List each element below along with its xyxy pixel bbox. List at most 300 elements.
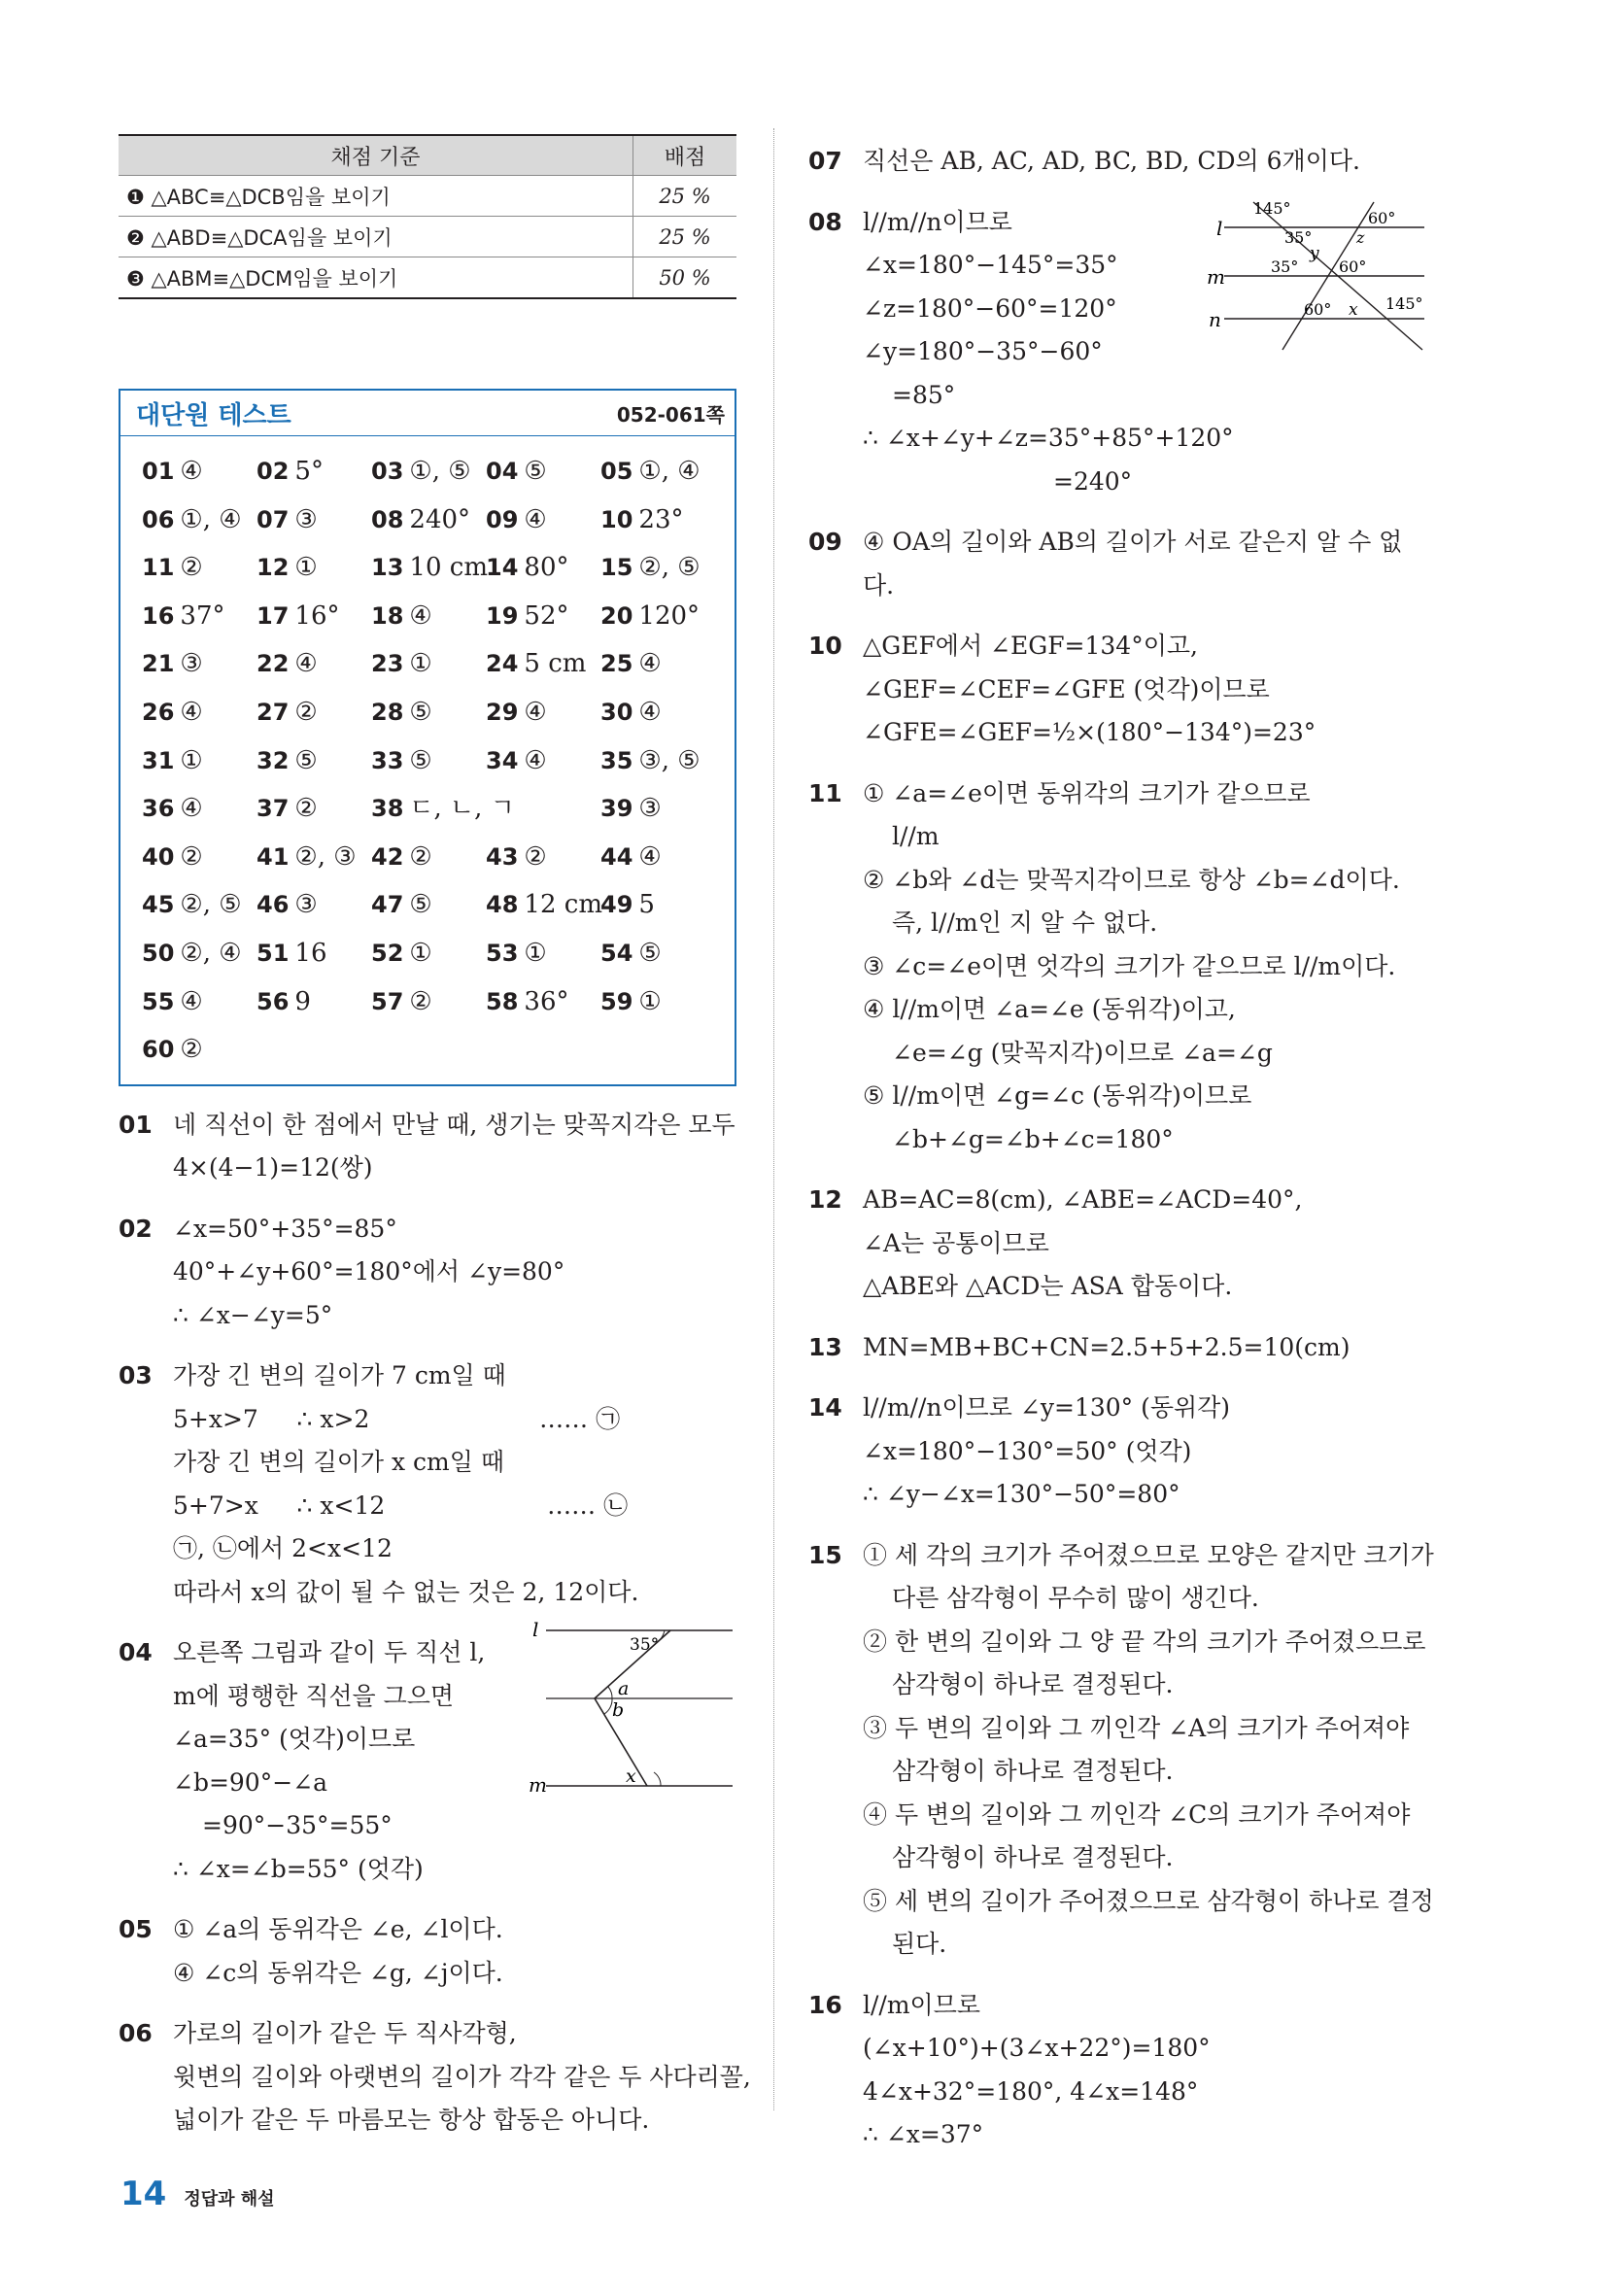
answer-number: 47 xyxy=(371,891,404,919)
answer-number: 17 xyxy=(256,601,290,630)
solution-line: ∠e=∠g (맞꼭지각)이므로 ∠a=∠g xyxy=(892,1038,1273,1067)
answer-cell xyxy=(256,881,371,930)
solution-line: 윗변의 길이와 아랫변의 길이가 각각 같은 두 사다리꼴, xyxy=(173,2062,751,2091)
answer-number: 03 xyxy=(371,458,404,485)
grading-header-points: 배점 xyxy=(633,135,737,176)
answer-cell xyxy=(486,448,600,497)
answer-number: 15 xyxy=(600,554,633,582)
fig08-label-y: y xyxy=(1310,244,1319,263)
answer-value: ② xyxy=(180,1035,203,1065)
answer-value: ①, ⑤ xyxy=(409,457,471,486)
answer-number: 12 xyxy=(256,554,290,582)
answer-cell xyxy=(256,593,371,641)
solution-number: 15 xyxy=(808,1540,842,1569)
answer-number: 45 xyxy=(142,891,175,919)
answer-cell xyxy=(371,593,486,641)
answer-cell xyxy=(142,978,256,1027)
answer-value: 5 cm xyxy=(524,649,587,679)
solution-line: △ABE와 △ACD는 ASA 합동이다. xyxy=(863,1272,1233,1300)
answer-number: 16 xyxy=(142,601,175,630)
answer-cell xyxy=(600,834,715,882)
solution-number: 03 xyxy=(119,1361,153,1390)
solution-line: ∠a=35° (엇각)이므로 xyxy=(173,1725,416,1754)
answer-value: ④ xyxy=(180,986,203,1016)
answer-value: ③, ⑤ xyxy=(638,745,701,775)
answer-value: ⑤ xyxy=(409,697,432,727)
answer-number: 21 xyxy=(142,650,175,678)
answer-cell xyxy=(486,978,600,1027)
solution-06 xyxy=(119,2012,751,2142)
solution-number: 05 xyxy=(119,1915,153,1944)
solution-line: =240° xyxy=(1053,466,1133,496)
answer-cell xyxy=(371,737,486,786)
solution-line: ④ 두 변의 길이와 그 끼인각 ∠C의 크기가 주어져야 xyxy=(863,1799,1411,1829)
answer-number: 02 xyxy=(256,458,290,485)
solution-number: 01 xyxy=(119,1110,153,1139)
solution-line: ④ OA의 길이와 AB의 길이가 서로 같은지 알 수 없 xyxy=(863,528,1403,556)
answer-number: 35 xyxy=(600,746,633,774)
solution-line: 직선은 AB, AC, AD, BC, BD, CD의 6개이다. xyxy=(863,147,1360,175)
answer-number: 27 xyxy=(256,698,290,726)
answer-value: ⑤ xyxy=(638,938,662,968)
answer-value: ⑤ xyxy=(294,745,318,775)
answer-number: 29 xyxy=(486,698,519,726)
fig04-label-m: m xyxy=(529,1773,547,1797)
left-column xyxy=(119,134,751,2142)
answer-value: ② xyxy=(409,841,432,872)
fig08-label-145-top: 145° xyxy=(1253,199,1291,218)
answer-value: 16 xyxy=(294,938,327,968)
solution-10 xyxy=(808,625,1426,755)
grading-table xyxy=(119,134,736,299)
solution-line: ∴ ∠y−∠x=130°−50°=80° xyxy=(863,1480,1180,1508)
solution-line: 네 직선이 한 점에서 만날 때, 생기는 맞꼭지각은 모두 xyxy=(173,1110,735,1139)
answer-number: 24 xyxy=(486,650,519,678)
answer-value: ⑤ xyxy=(409,890,432,920)
answer-value: 36° xyxy=(524,986,569,1016)
answer-cell xyxy=(486,930,600,978)
answer-cell xyxy=(256,978,371,1027)
grading-criterion: ❸ △ABM≡△DCM임을 보이기 xyxy=(119,257,633,299)
solution-line: AB=AC=8(cm), ∠ABE=∠ACD=40°, xyxy=(863,1185,1303,1214)
answer-value: 240° xyxy=(409,504,471,534)
answer-number: 32 xyxy=(256,746,290,774)
answer-cell xyxy=(256,785,371,834)
grading-row xyxy=(119,176,736,217)
solution-05 xyxy=(119,1908,736,1995)
solution-line: 따라서 x의 값이 될 수 없는 것은 2, 12이다. xyxy=(173,1577,639,1606)
answer-number: 38 xyxy=(371,795,404,823)
solution-07 xyxy=(808,140,1426,184)
answer-number: 30 xyxy=(600,698,633,726)
fig04-label-a: a xyxy=(618,1678,630,1699)
answer-value: ③ xyxy=(180,649,203,679)
solution-line: 넓이가 같은 두 마름모는 항상 합동은 아니다. xyxy=(173,2106,650,2135)
solution-line: ④ ∠c의 동위각은 ∠g, ∠j이다. xyxy=(173,1958,503,1987)
solution-line: 가로의 길이가 같은 두 직사각형, xyxy=(173,2019,517,2048)
answer-cell xyxy=(371,448,486,497)
answer-value: ④ xyxy=(524,745,547,775)
answer-number: 07 xyxy=(256,505,290,533)
answer-value: ④ xyxy=(638,649,662,679)
answer-cell xyxy=(142,544,256,593)
answer-number: 59 xyxy=(600,987,633,1015)
solution-09 xyxy=(808,521,1426,607)
answer-cell xyxy=(486,881,600,930)
answer-value: ④ xyxy=(524,697,547,727)
solution-line: ① ∠a=∠e이면 동위각의 크기가 같으므로 xyxy=(863,778,1311,807)
answer-number: 52 xyxy=(371,939,404,967)
answer-value: ③ xyxy=(294,504,318,534)
solution-number: 11 xyxy=(808,778,842,807)
solution-line: ① 세 각의 크기가 주어졌으므로 모양은 같지만 크기가 xyxy=(863,1540,1434,1569)
answer-value: 80° xyxy=(524,553,569,583)
answer-cell xyxy=(256,689,371,737)
unit-test-title: 대단원 테스트 xyxy=(136,400,291,430)
answer-value: ⑤ xyxy=(524,457,547,486)
fig04-label-b: b xyxy=(612,1699,625,1721)
answer-cell xyxy=(600,881,715,930)
answer-number: 58 xyxy=(486,987,519,1015)
fig08-label-60-top: 60° xyxy=(1368,209,1396,227)
answer-number: 37 xyxy=(256,795,290,823)
answer-cell xyxy=(256,544,371,593)
answer-cell xyxy=(142,930,256,978)
answer-cell xyxy=(600,448,715,497)
answer-grid xyxy=(120,436,735,1084)
solution-line: ∠y=180°−35°−60° xyxy=(863,337,1103,365)
answer-value: ④ xyxy=(524,504,547,534)
solution-line: ② ∠b와 ∠d는 맞꼭지각이므로 항상 ∠b=∠d이다. xyxy=(863,865,1400,894)
answer-value: ④ xyxy=(180,794,203,824)
fig04-label-35: 35° xyxy=(630,1635,660,1655)
answer-cell xyxy=(600,497,715,545)
answer-number: 09 xyxy=(486,505,519,533)
answer-value: ③ xyxy=(638,794,662,824)
column-divider xyxy=(773,128,774,2110)
answer-number: 50 xyxy=(142,939,175,967)
solution-12 xyxy=(808,1179,1426,1309)
answer-value: ① xyxy=(638,986,662,1016)
answer-value: ② xyxy=(294,697,318,727)
answer-number: 08 xyxy=(371,505,404,533)
answer-number: 42 xyxy=(371,842,404,871)
page-footer xyxy=(120,2175,275,2213)
solution-line: ∠z=180°−60°=120° xyxy=(863,293,1117,323)
answer-number: 41 xyxy=(256,842,290,871)
unit-test-answer-box xyxy=(119,389,736,1086)
grading-points: 25 % xyxy=(633,217,737,257)
right-solutions xyxy=(808,140,1434,2157)
answer-value: ① xyxy=(294,553,318,583)
answer-cell xyxy=(600,737,715,786)
answer-cell xyxy=(486,737,600,786)
answer-cell xyxy=(142,785,256,834)
answer-number: 60 xyxy=(142,1036,175,1064)
answer-value: ① xyxy=(409,649,432,679)
answer-cell xyxy=(600,544,715,593)
answer-number: 40 xyxy=(142,842,175,871)
answer-number: 53 xyxy=(486,939,519,967)
fig04-label-l: l xyxy=(532,1618,539,1641)
answer-cell xyxy=(142,593,256,641)
solution-line: 다른 삼각형이 무수히 많이 생긴다. xyxy=(892,1584,1259,1612)
solution-line: l//m//n이므로 ∠y=130° (동위각) xyxy=(863,1393,1231,1422)
answer-value: ①, ④ xyxy=(638,457,701,486)
solution-line: ① ∠a의 동위각은 ∠e, ∠l이다. xyxy=(173,1915,503,1944)
solution-line: l//m//n이므로 xyxy=(863,207,1012,236)
answer-value: ① xyxy=(180,745,203,775)
solution-16 xyxy=(808,1984,1426,2157)
answer-value: 52° xyxy=(524,600,569,631)
answer-cell xyxy=(371,785,515,834)
solution-line: 된다. xyxy=(892,1930,947,1958)
answer-cell xyxy=(371,497,486,545)
unit-test-pages: 052-061쪽 xyxy=(616,402,725,427)
fig08-label-60-mid: 60° xyxy=(1339,257,1367,276)
answer-value: ② xyxy=(180,553,203,583)
answer-cell xyxy=(142,737,256,786)
fig04-label-x: x xyxy=(626,1765,636,1787)
answer-value: 16° xyxy=(294,600,340,631)
answer-value: ③ xyxy=(294,890,318,920)
answer-cell xyxy=(486,497,600,545)
solution-line: ③ 두 변의 길이와 그 끼인각 ∠A의 크기가 주어져야 xyxy=(863,1713,1410,1742)
answer-number: 48 xyxy=(486,891,519,919)
solution-line: 4∠x+32°=180°, 4∠x=148° xyxy=(863,2076,1199,2106)
answer-cell xyxy=(486,689,600,737)
solution-14 xyxy=(808,1387,1426,1517)
grading-row xyxy=(119,217,736,257)
answer-value: ②, ⑤ xyxy=(180,890,242,920)
answer-number: 10 xyxy=(600,505,633,533)
answer-cell xyxy=(142,834,256,882)
answer-number: 04 xyxy=(486,458,519,485)
answer-number: 20 xyxy=(600,601,633,630)
solution-line: ∠x=50°+35°=85° xyxy=(173,1214,397,1243)
answer-number: 25 xyxy=(600,650,633,678)
answer-number: 26 xyxy=(142,698,175,726)
answer-cell xyxy=(142,448,256,497)
answer-number: 36 xyxy=(142,795,175,823)
solution-line: 4×(4−1)=12(쌍) xyxy=(173,1153,373,1182)
solution-number: 09 xyxy=(808,528,842,556)
answer-value: ⑤ xyxy=(409,745,432,775)
answer-value: ① xyxy=(524,938,547,968)
solution-number: 14 xyxy=(808,1393,842,1422)
solution-line: ∴ ∠x+∠y+∠z=35°+85°+120° xyxy=(863,424,1234,452)
solution-line: =90°−35°=55° xyxy=(202,1811,393,1840)
solution-line: l//m이므로 xyxy=(863,1990,980,2019)
answer-value: 5 xyxy=(638,890,655,920)
right-column xyxy=(808,122,1434,2157)
solution-line: ∠b+∠g=∠b+∠c=180° xyxy=(892,1124,1174,1153)
answer-number: 06 xyxy=(142,505,175,533)
answer-value: ② xyxy=(180,841,203,872)
answer-number: 54 xyxy=(600,939,633,967)
answer-value: ④ xyxy=(180,457,203,486)
solution-line: △GEF에서 ∠EGF=134°이고, xyxy=(863,632,1198,660)
grading-header-criteria: 채점 기준 xyxy=(119,135,633,176)
page-number: 14 xyxy=(120,2175,167,2213)
solution-line: ㉠, ㉡에서 2<x<12 xyxy=(173,1534,393,1563)
solution-line: 가장 긴 변의 길이가 7 cm일 때 xyxy=(173,1361,506,1390)
fig08-label-z: z xyxy=(1356,228,1365,247)
answer-cell xyxy=(600,785,715,834)
answer-value: 10 cm xyxy=(409,553,488,583)
grading-criterion: ❶ △ABC≡△DCB임을 보이기 xyxy=(119,176,633,217)
answer-cell xyxy=(371,834,486,882)
solution-line: ③ ∠c=∠e이면 엇각의 크기가 같으므로 l//m이다. xyxy=(863,951,1396,980)
answer-value: 12 cm xyxy=(524,890,602,920)
solution-line: (∠x+10°)+(3∠x+22°)=180° xyxy=(863,2034,1211,2062)
solution-line: ∠A는 공통이므로 xyxy=(863,1228,1049,1257)
solution-03 xyxy=(119,1354,736,1614)
answer-cell xyxy=(142,1026,256,1075)
answer-number: 18 xyxy=(371,601,404,630)
solution-line: 다. xyxy=(863,570,895,600)
fig08-label-m: m xyxy=(1207,265,1225,289)
answer-cell xyxy=(600,978,715,1027)
answer-cell xyxy=(486,544,600,593)
answer-number: 22 xyxy=(256,650,290,678)
answer-value: ② xyxy=(409,986,432,1016)
answer-value: ㄷ, ㄴ, ㄱ xyxy=(409,794,515,824)
answer-cell xyxy=(142,497,256,545)
answer-number: 44 xyxy=(600,842,633,871)
fig08-label-n: n xyxy=(1209,308,1221,331)
answer-number: 34 xyxy=(486,746,519,774)
answer-number: 33 xyxy=(371,746,404,774)
answer-value: 37° xyxy=(180,600,225,631)
answer-number: 28 xyxy=(371,698,404,726)
solution-line: 5+x>7 ∴ x>2 …… ㉠ xyxy=(173,1404,621,1433)
answer-value: ①, ④ xyxy=(180,504,242,534)
solution-13 xyxy=(808,1326,1426,1370)
solution-number: 02 xyxy=(119,1214,153,1243)
answer-number: 19 xyxy=(486,601,519,630)
solution-number: 08 xyxy=(808,207,842,236)
answer-cell xyxy=(256,497,371,545)
answer-cell xyxy=(486,834,600,882)
answer-number: 39 xyxy=(600,795,633,823)
answer-number: 01 xyxy=(142,458,175,485)
answer-number: 14 xyxy=(486,554,519,582)
solution-line: 5+7>x ∴ x<12 …… ㉡ xyxy=(173,1491,629,1520)
solution-number: 10 xyxy=(808,632,842,660)
solution-02 xyxy=(119,1208,736,1338)
answer-cell xyxy=(600,593,715,641)
answer-number: 51 xyxy=(256,939,290,967)
solution-line: 삼각형이 하나로 결정된다. xyxy=(892,1670,1174,1698)
solution-line: 40°+∠y+60°=180°에서 ∠y=80° xyxy=(173,1257,565,1286)
answer-cell xyxy=(486,785,600,834)
solution-line: ∠b=90°−∠a xyxy=(173,1767,328,1797)
answer-value: ②, ③ xyxy=(294,841,357,872)
answer-cell xyxy=(142,640,256,689)
answer-value: ④ xyxy=(294,649,318,679)
answer-cell xyxy=(371,978,486,1027)
solution-01 xyxy=(119,1104,736,1190)
solution-line: 가장 긴 변의 길이가 x cm일 때 xyxy=(173,1448,504,1477)
solution-line: ⑤ l//m이면 ∠g=∠c (동위각)이므로 xyxy=(863,1081,1252,1110)
solution-line: 삼각형이 하나로 결정된다. xyxy=(892,1757,1174,1785)
fig08-label-x: x xyxy=(1349,300,1358,320)
answer-cell xyxy=(371,544,486,593)
solution-line: ∴ ∠x=∠b=55° (엇각) xyxy=(173,1854,424,1883)
solution-line: MN=MB+BC+CN=2.5+5+2.5=10(cm) xyxy=(863,1332,1351,1361)
answer-cell xyxy=(256,930,371,978)
fig08-label-60-bottom: 60° xyxy=(1304,300,1332,319)
answer-cell xyxy=(256,448,371,497)
solution-number: 04 xyxy=(119,1638,153,1667)
answer-cell xyxy=(600,640,715,689)
solution-line: ∠GFE=∠GEF=½×(180°−134°)=23° xyxy=(863,718,1316,746)
answer-number: 13 xyxy=(371,554,404,582)
solution-line: ④ l//m이면 ∠a=∠e (동위각)이고, xyxy=(863,995,1236,1023)
solution-line: =85° xyxy=(892,380,956,409)
footer-label: 정답과 해설 xyxy=(184,2189,275,2210)
answer-cell xyxy=(600,930,715,978)
solution-line: m에 평행한 직선을 그으면 xyxy=(173,1681,455,1710)
answer-number: 56 xyxy=(256,987,290,1015)
answer-value: ④ xyxy=(180,697,203,727)
solution-11 xyxy=(808,772,1426,1162)
answer-number: 05 xyxy=(600,458,633,485)
figure-04 xyxy=(525,1617,738,1801)
answer-cell xyxy=(256,640,371,689)
solution-number: 16 xyxy=(808,1990,842,2019)
solution-line: 삼각형이 하나로 결정된다. xyxy=(892,1843,1174,1871)
answer-cell xyxy=(256,834,371,882)
answer-value: 23° xyxy=(638,504,684,534)
solution-number: 07 xyxy=(808,147,842,175)
solution-number: 13 xyxy=(808,1332,842,1361)
solution-number: 12 xyxy=(808,1185,842,1214)
answer-value: 5° xyxy=(294,457,324,486)
answer-value: ④ xyxy=(638,841,662,872)
solution-line: ∴ ∠x−∠y=5° xyxy=(173,1300,333,1329)
grading-criterion: ❷ △ABD≡△DCA임을 보이기 xyxy=(119,217,633,257)
answer-cell xyxy=(371,881,486,930)
solution-line: ∠GEF=∠CEF=∠GFE (엇각)이므로 xyxy=(863,674,1270,703)
solution-number: 06 xyxy=(119,2019,153,2048)
answer-cell xyxy=(256,737,371,786)
solution-line: 즉, l//m인 지 알 수 없다. xyxy=(892,908,1158,937)
solution-line: ∠x=180°−145°=35° xyxy=(863,251,1118,279)
answer-cell xyxy=(371,930,486,978)
fig08-label-35-upper: 35° xyxy=(1284,228,1313,247)
fig08-label-35-lower: 35° xyxy=(1271,257,1299,276)
solution-line: l//m xyxy=(892,822,940,850)
answer-cell xyxy=(142,881,256,930)
solution-15 xyxy=(808,1534,1434,1967)
figure-08 xyxy=(1195,194,1428,360)
answer-cell xyxy=(371,640,486,689)
answer-cell xyxy=(486,640,600,689)
grading-points: 25 % xyxy=(633,176,737,217)
answer-value: ④ xyxy=(638,697,662,727)
fig08-label-145-bottom: 145° xyxy=(1385,294,1423,313)
grading-points: 50 % xyxy=(633,257,737,299)
solution-line: ∠x=180°−130°=50° (엇각) xyxy=(863,1436,1192,1465)
answer-number: 55 xyxy=(142,987,175,1015)
answer-value: ④ xyxy=(409,600,432,631)
answer-value: ① xyxy=(409,938,432,968)
answer-value: 120° xyxy=(638,600,701,631)
solution-line: ∴ ∠x=37° xyxy=(863,2120,984,2148)
answer-number: 49 xyxy=(600,891,633,919)
